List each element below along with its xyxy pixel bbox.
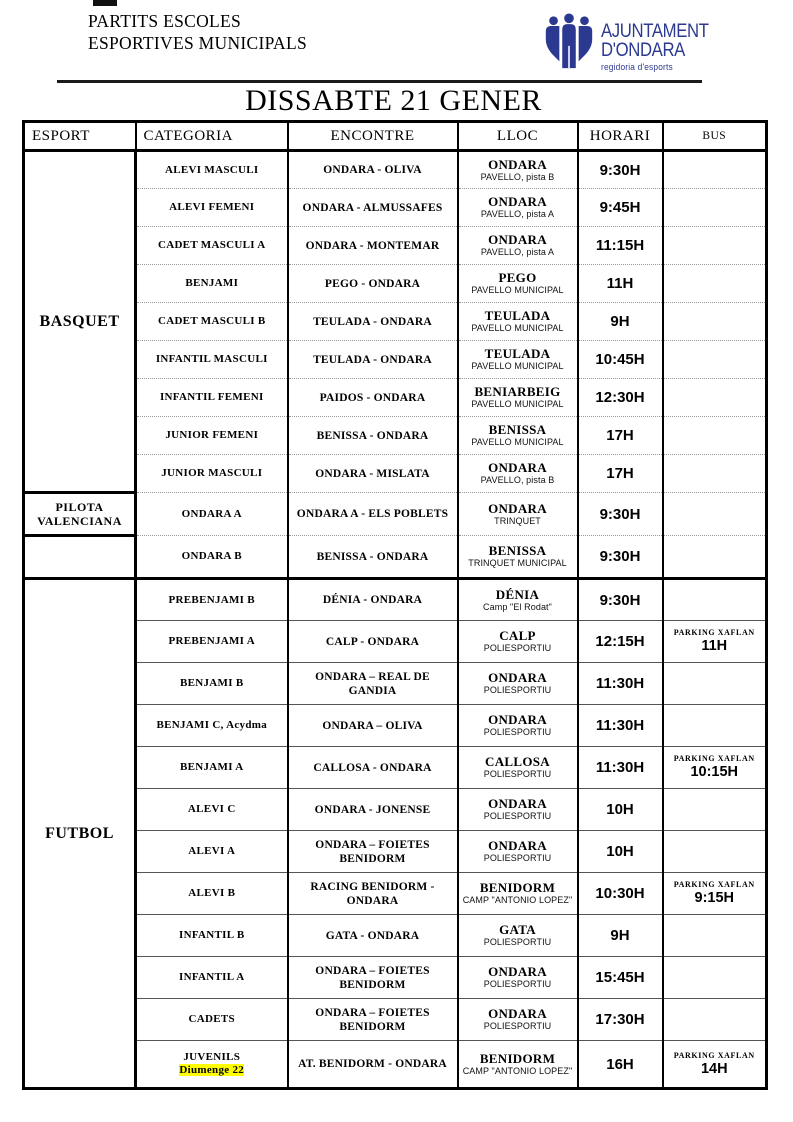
lloc-cell: [458, 189, 578, 227]
lloc-venue: PAVELLO, pista B: [480, 475, 555, 485]
scan-artifact: [93, 0, 117, 6]
heading-line2: ESPORTIVES MUNICIPALS: [88, 33, 308, 53]
categoria-cell: [136, 151, 288, 189]
lloc-venue: POLIESPORTIU: [483, 811, 552, 821]
table-row: [24, 379, 767, 417]
table-row: [24, 189, 767, 227]
horari-cell: 9:30H: [578, 536, 663, 579]
lloc-cell: [458, 303, 578, 341]
encontre-line: ONDARA – REAL DE GANDIA: [315, 670, 430, 697]
highlighted-note: Diumenge 22: [179, 1064, 245, 1076]
lloc-cell: [458, 957, 578, 999]
encontre-line: CALP - ONDARA: [325, 635, 420, 648]
encontre-line: CALLOSA - ONDARA: [313, 761, 432, 774]
encontre-cell: [288, 747, 458, 789]
lloc-cell: [458, 621, 578, 663]
categoria-cell: [136, 341, 288, 379]
lloc-town: BENIARBEIG: [474, 384, 561, 399]
categoria-label: PREBENJAMI A: [168, 635, 255, 647]
lloc-venue: PAVELLO MUNICIPAL: [471, 323, 564, 333]
lloc-town: ONDARA: [488, 500, 547, 516]
categoria-cell: [136, 265, 288, 303]
bus-cell: [663, 227, 767, 265]
bus-cell: [663, 189, 767, 227]
encontre-line: ONDARA – FOIETES: [315, 838, 430, 851]
bus-cell: [663, 663, 767, 705]
categoria-cell: [136, 999, 288, 1041]
bus-parking-label: PARKING XAFLAN: [673, 880, 755, 889]
categoria-cell: [136, 789, 288, 831]
encontre-line: BENISSA - ONDARA: [316, 550, 429, 563]
encontre-cell: [288, 341, 458, 379]
encontre-cell: [288, 705, 458, 747]
lloc-venue: POLIESPORTIU: [483, 937, 552, 947]
horari-cell: 12:30H: [578, 379, 663, 417]
lloc-venue: POLIESPORTIU: [483, 685, 552, 695]
bus-cell: [663, 999, 767, 1041]
table-row: [24, 579, 767, 621]
encontre-cell: [288, 579, 458, 621]
encontre-line: ONDARA – FOIETES: [315, 964, 430, 977]
encontre-cell: [288, 915, 458, 957]
lloc-town: ONDARA: [488, 232, 547, 247]
lloc-venue: POLIESPORTIU: [483, 643, 552, 653]
lloc-town: BENIDORM: [479, 1050, 556, 1066]
table-row: [24, 705, 767, 747]
categoria-cell: [136, 493, 288, 536]
bus-cell: [663, 265, 767, 303]
encontre-cell: [288, 303, 458, 341]
bus-cell: [663, 873, 767, 915]
encontre-line: ONDARA - MISLATA: [315, 467, 430, 480]
bus-cell: [663, 536, 767, 579]
lloc-venue: POLIESPORTIU: [483, 1021, 552, 1031]
table-row: [24, 536, 767, 579]
esport-cell-basquet: [24, 151, 136, 493]
encontre-line: BENIDORM: [339, 852, 406, 865]
horari-cell: 11:30H: [578, 663, 663, 705]
lloc-venue: PAVELLO MUNICIPAL: [471, 285, 564, 295]
horari-cell: 9H: [578, 915, 663, 957]
lloc-town: ONDARA: [488, 1006, 547, 1021]
horari-cell: 11:15H: [578, 227, 663, 265]
table-row: [24, 265, 767, 303]
categoria-label: ALEVI C: [187, 803, 236, 815]
esport-label: PILOTA: [55, 500, 104, 514]
table-row: [24, 621, 767, 663]
lloc-cell: [458, 493, 578, 536]
encontre-cell: [288, 379, 458, 417]
categoria-cell: [136, 957, 288, 999]
lloc-venue: PAVELLO MUNICIPAL: [471, 437, 564, 447]
lloc-town: BENISSA: [488, 543, 547, 558]
encontre-cell: [288, 265, 458, 303]
lloc-town: BENIDORM: [479, 880, 556, 895]
categoria-cell: [136, 831, 288, 873]
col-header-categoria: CATEGORIA: [136, 122, 288, 151]
bus-time: 14H: [700, 1060, 728, 1077]
lloc-venue: TRINQUET MUNICIPAL: [468, 558, 567, 568]
lloc-cell: [458, 705, 578, 747]
lloc-cell: [458, 747, 578, 789]
table-row: [24, 999, 767, 1041]
horari-cell: 11H: [578, 265, 663, 303]
horari-cell: 16H: [578, 1041, 663, 1089]
bus-cell: [663, 621, 767, 663]
categoria-cell: [136, 189, 288, 227]
horari-cell: 12:15H: [578, 621, 663, 663]
esport-cell-futbol: [24, 579, 136, 1089]
encontre-cell: [288, 621, 458, 663]
categoria-cell: [136, 1041, 288, 1089]
header-divider: [57, 80, 702, 83]
categoria-label: JUNIOR FEMENI: [165, 429, 259, 441]
lloc-venue: Camp "El Rodat": [483, 601, 552, 612]
categoria-label: BENJAMI B: [179, 677, 244, 689]
table-header-row: [24, 122, 767, 151]
horari-cell: 17H: [578, 455, 663, 493]
table-row: [24, 747, 767, 789]
bus-cell: [663, 417, 767, 455]
encontre-line: ONDARA - OLIVA: [323, 164, 422, 176]
horari-cell: 9:30H: [578, 493, 663, 536]
categoria-cell: [136, 417, 288, 455]
lloc-venue: PAVELLO MUNICIPAL: [471, 361, 564, 371]
bus-cell: [663, 915, 767, 957]
bus-cell: [663, 303, 767, 341]
encontre-cell: [288, 227, 458, 265]
table-row: [24, 227, 767, 265]
lloc-cell: [458, 536, 578, 579]
categoria-label: JUNIOR MASCULI: [161, 467, 263, 479]
lloc-cell: [458, 379, 578, 417]
bus-cell: [663, 151, 767, 189]
esport-cell-blank: [24, 536, 136, 579]
table-row: [24, 789, 767, 831]
table-row: [24, 303, 767, 341]
horari-cell: 9:45H: [578, 189, 663, 227]
categoria-label: INFANTIL B: [179, 929, 245, 941]
lloc-town: DÉNIA: [495, 586, 540, 602]
document-heading: [88, 10, 307, 54]
lloc-cell: [458, 915, 578, 957]
categoria-label: CADET MASCULI B: [157, 315, 266, 327]
encontre-cell: [288, 957, 458, 999]
categoria-label: ONDARA A: [181, 507, 242, 520]
heading-line1: PARTITS ESCOLES: [88, 11, 242, 31]
table-row: [24, 341, 767, 379]
table-row: [24, 663, 767, 705]
col-header-encontre: ENCONTRE: [288, 122, 458, 151]
encontre-line: ONDARA - MONTEMAR: [305, 239, 440, 252]
lloc-venue: POLIESPORTIU: [483, 727, 552, 737]
horari-cell: 9H: [578, 303, 663, 341]
lloc-town: ONDARA: [488, 712, 547, 727]
encontre-line: RACING BENIDORM -: [310, 880, 435, 893]
schedule-table: [22, 120, 768, 1090]
categoria-cell: [136, 303, 288, 341]
bus-cell: [663, 379, 767, 417]
lloc-cell: [458, 663, 578, 705]
lloc-cell: [458, 579, 578, 621]
categoria-cell: [136, 579, 288, 621]
esport-label: FUTBOL: [45, 824, 114, 842]
bus-parking-label: PARKING XAFLAN: [673, 1050, 755, 1060]
col-header-horari: HORARI: [578, 122, 663, 151]
page-title: DISSABTE 21 GENER: [245, 84, 542, 117]
categoria-cell: [136, 227, 288, 265]
categoria-label: INFANTIL FEMENI: [159, 391, 264, 403]
lloc-venue: CAMP "ANTONIO LOPEZ": [462, 895, 573, 905]
col-header-lloc: LLOC: [458, 122, 578, 151]
bus-cell: [663, 455, 767, 493]
horari-cell: 10:30H: [578, 873, 663, 915]
horari-cell: 10:45H: [578, 341, 663, 379]
categoria-label: CADETS: [188, 1013, 235, 1025]
esport-label: BASQUET: [39, 312, 120, 330]
categoria-label: BENJAMI: [185, 277, 239, 289]
logo-org-line2: D'ONDARA: [601, 40, 685, 61]
categoria-cell: [136, 379, 288, 417]
col-header-esport: ESPORT: [24, 122, 136, 151]
encontre-line: BENIDORM: [339, 978, 406, 991]
lloc-cell: [458, 873, 578, 915]
lloc-town: GATA: [499, 922, 536, 937]
encontre-cell: [288, 789, 458, 831]
col-header-bus: BUS: [663, 122, 767, 151]
lloc-town: ONDARA: [488, 796, 547, 811]
lloc-cell: [458, 265, 578, 303]
bus-cell: [663, 341, 767, 379]
categoria-label: BENJAMI A: [179, 761, 244, 773]
encontre-cell: [288, 417, 458, 455]
categoria-label: BENJAMI C, Acydma: [156, 719, 268, 731]
categoria-label: ALEVI MASCULI: [165, 163, 259, 176]
horari-cell: 9:30H: [578, 151, 663, 189]
encontre-line: BENISSA - ONDARA: [316, 429, 429, 442]
lloc-venue: TRINQUET: [494, 515, 541, 526]
town-hall-figures-icon: [543, 13, 595, 71]
bus-cell: [663, 831, 767, 873]
categoria-label: ALEVI B: [188, 887, 236, 899]
categoria-label: CADET MASCULI A: [157, 239, 266, 251]
lloc-town: ONDARA: [488, 460, 547, 475]
lloc-venue: POLIESPORTIU: [483, 979, 552, 989]
categoria-label: ALEVI FEMENI: [169, 201, 255, 213]
bus-time: 10:15H: [690, 764, 739, 780]
bus-cell: [663, 789, 767, 831]
lloc-town: ONDARA: [488, 156, 547, 172]
categoria-cell: [136, 705, 288, 747]
lloc-cell: [458, 151, 578, 189]
encontre-cell: [288, 151, 458, 189]
table-row: [24, 831, 767, 873]
horari-cell: 17:30H: [578, 999, 663, 1041]
lloc-town: PEGO: [498, 270, 537, 285]
categoria-label: INFANTIL MASCULI: [155, 353, 268, 365]
logo-text: [601, 22, 709, 73]
categoria-cell: [136, 873, 288, 915]
lloc-venue: CAMP "ANTONIO LOPEZ": [462, 1065, 573, 1076]
lloc-cell: [458, 831, 578, 873]
table-row: [24, 455, 767, 493]
table-row: [24, 417, 767, 455]
encontre-line: TEULADA - ONDARA: [313, 315, 432, 328]
lloc-cell: [458, 789, 578, 831]
encontre-cell: [288, 873, 458, 915]
bus-time: 9:15H: [694, 890, 734, 906]
encontre-line: PEGO - ONDARA: [324, 277, 421, 290]
table-row: [24, 873, 767, 915]
encontre-line: ONDARA A - ELS POBLETS: [296, 508, 449, 520]
horari-cell: 9:30H: [578, 579, 663, 621]
encontre-line: ONDARA – OLIVA: [322, 719, 423, 732]
lloc-town: BENISSA: [488, 422, 547, 437]
bus-parking-label: PARKING XAFLAN: [673, 628, 755, 637]
encontre-cell: [288, 536, 458, 579]
encontre-line: ONDARA: [346, 894, 399, 907]
encontre-cell: [288, 1041, 458, 1089]
table-row: [24, 915, 767, 957]
categoria-cell: [136, 915, 288, 957]
encontre-cell: [288, 493, 458, 536]
lloc-town: CALLOSA: [485, 754, 550, 769]
lloc-venue: POLIESPORTIU: [483, 769, 552, 779]
categoria-label: PREBENJAMI B: [168, 593, 255, 606]
lloc-town: ONDARA: [488, 194, 547, 209]
bus-cell: [663, 1041, 767, 1089]
encontre-line: DÉNIA - ONDARA: [322, 594, 423, 606]
lloc-town: TEULADA: [484, 346, 551, 361]
lloc-venue: POLIESPORTIU: [483, 853, 552, 863]
encontre-line: AT. BENIDORM - ONDARA: [298, 1058, 447, 1070]
horari-cell: 15:45H: [578, 957, 663, 999]
lloc-venue: PAVELLO, pista A: [480, 209, 555, 219]
categoria-cell: [136, 663, 288, 705]
table-row: [24, 957, 767, 999]
encontre-line: GATA - ONDARA: [325, 929, 420, 942]
bus-time: 11H: [701, 638, 728, 654]
esport-label: VALENCIANA: [37, 514, 122, 528]
encontre-line: BENIDORM: [339, 1020, 406, 1033]
logo-org-line1: AJUNTAMENT: [601, 21, 709, 42]
horari-cell: 11:30H: [578, 747, 663, 789]
encontre-cell: [288, 663, 458, 705]
bus-cell: [663, 493, 767, 536]
logo-subtitle: regidoria d'esports: [601, 62, 673, 73]
bus-cell: [663, 705, 767, 747]
lloc-venue: PAVELLO MUNICIPAL: [471, 399, 564, 409]
ondara-logo: [543, 13, 723, 73]
lloc-cell: [458, 341, 578, 379]
bus-cell: [663, 957, 767, 999]
lloc-town: ONDARA: [488, 964, 547, 979]
lloc-cell: [458, 1041, 578, 1089]
encontre-line: PAIDOS - ONDARA: [319, 391, 426, 404]
encontre-line: ONDARA - JONENSE: [314, 803, 431, 816]
categoria-cell: [136, 455, 288, 493]
encontre-line: ONDARA - ALMUSSAFES: [302, 201, 443, 214]
encontre-cell: [288, 455, 458, 493]
categoria-label: JUVENILS: [183, 1051, 241, 1063]
horari-cell: 10H: [578, 789, 663, 831]
bus-cell: [663, 579, 767, 621]
lloc-venue: PAVELLO, pista A: [480, 247, 555, 257]
categoria-cell: [136, 536, 288, 579]
encontre-cell: [288, 999, 458, 1041]
bus-cell: [663, 747, 767, 789]
table-row: [24, 493, 767, 536]
categoria-label: ONDARA B: [181, 550, 242, 562]
lloc-town: ONDARA: [488, 670, 547, 685]
lloc-cell: [458, 227, 578, 265]
encontre-cell: [288, 831, 458, 873]
encontre-line: ONDARA – FOIETES: [315, 1006, 430, 1019]
lloc-town: TEULADA: [484, 308, 551, 323]
horari-cell: 11:30H: [578, 705, 663, 747]
table-row: [24, 1041, 767, 1089]
encontre-cell: [288, 189, 458, 227]
categoria-label: ALEVI A: [188, 845, 236, 857]
lloc-cell: [458, 455, 578, 493]
categoria-cell: [136, 747, 288, 789]
esport-cell-pilota: [24, 493, 136, 536]
categoria-cell: [136, 621, 288, 663]
lloc-cell: [458, 417, 578, 455]
lloc-town: CALP: [499, 628, 536, 643]
categoria-label: INFANTIL A: [179, 971, 245, 983]
lloc-venue: PAVELLO, pista B: [480, 171, 555, 182]
horari-cell: 10H: [578, 831, 663, 873]
table-row: [24, 151, 767, 189]
horari-cell: 17H: [578, 417, 663, 455]
bus-parking-label: PARKING XAFLAN: [673, 754, 755, 763]
encontre-line: TEULADA - ONDARA: [313, 353, 432, 366]
lloc-town: ONDARA: [488, 838, 547, 853]
lloc-cell: [458, 999, 578, 1041]
